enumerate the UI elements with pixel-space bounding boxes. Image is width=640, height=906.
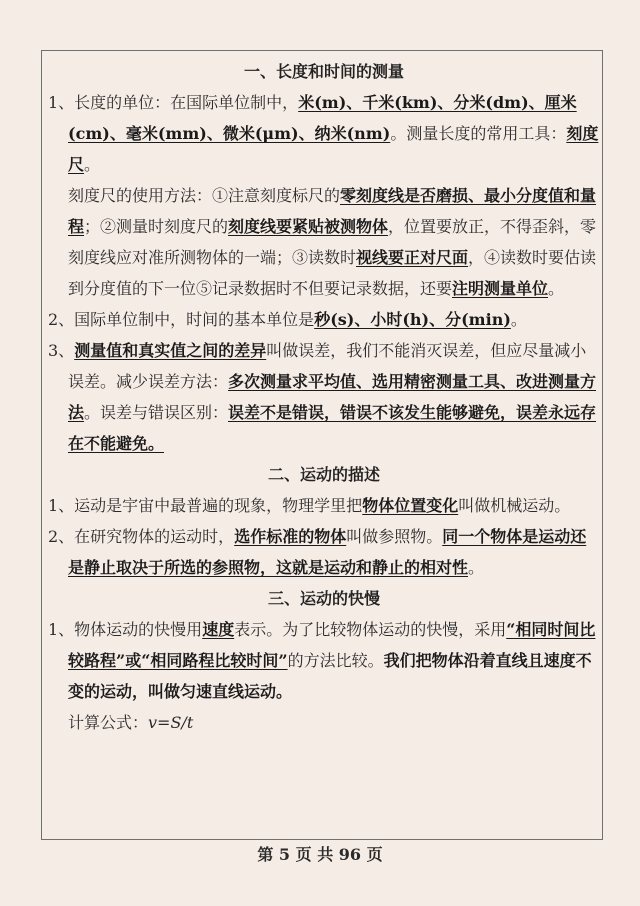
underlined-key-term: 误差不是错误，错误不该发生能够避免，误差永远存在不能避免。 — [68, 403, 597, 453]
text-run: 的方法比较。 — [287, 651, 384, 670]
underlined-key-term: 零刻度线是否磨损、最小分度值和量程 — [68, 186, 597, 236]
text-run: 。 — [548, 279, 565, 298]
text-run: 1、长度的单位：在国际单位制中， — [48, 93, 299, 112]
paragraph — [48, 87, 600, 180]
text-run: 刻度尺的使用方法：①注意刻度标尺的 — [68, 186, 341, 205]
underlined-key-term: 米(m)、千米(km)、分米(dm)、厘米(cm)、毫米(mm)、微米(μm)、纳米(nm) — [68, 93, 577, 143]
paragraph — [48, 521, 600, 583]
paragraph — [48, 614, 600, 707]
underlined-key-term: 速度 — [202, 620, 235, 639]
text-run: 叫做误差，我们不能消灭误差，但应尽量减小误差。减少误差方法： — [68, 341, 587, 391]
text-run: v=S/t — [148, 713, 194, 732]
underlined-key-term: 物体位置变化 — [362, 496, 459, 515]
section-heading: 二、运动的描述 — [267, 465, 380, 484]
page-footer: 第 5 页 共 96 页 — [257, 845, 383, 864]
underlined-key-term: 测量值和真实值之间的差异 — [74, 341, 267, 360]
section-heading: 一、长度和时间的测量 — [243, 62, 404, 81]
paragraph — [48, 335, 600, 459]
text-run: ；②测量时刻度尺的 — [84, 217, 229, 236]
underlined-key-term: 刻度尺 — [68, 124, 599, 174]
text-run: 计算公式： — [68, 713, 149, 732]
section-heading: 三、运动的快慢 — [267, 589, 380, 608]
underlined-key-term: 选作标准的物体 — [234, 527, 347, 546]
text-run: 3、 — [48, 341, 75, 360]
text-run: 2、在研究物体的运动时， — [48, 527, 235, 546]
text-run: 。 — [468, 558, 485, 577]
formula-line — [48, 707, 600, 738]
underlined-key-term: “相同时间比较路程”或“相同路程比较时间” — [68, 620, 596, 670]
text-run: 。 — [510, 310, 527, 329]
text-run: ，位置要放正，不得歪斜，零刻度线应对准所测物体的一端；③读数时 — [68, 217, 597, 267]
paragraph — [48, 490, 600, 521]
underlined-key-term: 注明测量单位 — [452, 279, 549, 298]
text-run: 叫做参照物。 — [346, 527, 443, 546]
underlined-key-term: 同一个物体是运动还是静止取决于所选的参照物，这就是运动和静止的相对性 — [68, 527, 587, 577]
paragraph — [48, 304, 600, 335]
text-run: 。误差与错误区别： — [84, 403, 229, 422]
text-run: ，④读数时要估读到分度值的下一位⑤记录数据时不但要记录数据，还要 — [68, 248, 597, 298]
bold-text: 我们把物体沿着直线且速度不变的运动，叫做匀速直线运动。 — [68, 651, 592, 701]
underlined-key-term: 多次测量求平均值、选用精密测量工具、改进测量方法 — [68, 372, 597, 422]
text-run: 。测量长度的常用工具： — [390, 124, 567, 143]
text-run: 叫做机械运动。 — [458, 496, 571, 515]
text-run: 1、运动是宇宙中最普遍的现象，物理学里把 — [48, 496, 363, 515]
text-run: 。 — [84, 155, 101, 174]
underlined-key-term: 视线要正对尺面 — [356, 248, 469, 267]
document-body — [48, 56, 600, 738]
underlined-key-term: 刻度线要紧贴被测物体 — [228, 217, 389, 236]
text-run: 1、物体运动的快慢用 — [48, 620, 203, 639]
text-run: 2、国际单位制中，时间的基本单位是 — [48, 310, 315, 329]
underlined-key-term: 秒(s)、小时(h)、分(min) — [314, 310, 511, 329]
text-run: 表示。为了比较物体运动的快慢，采用 — [234, 620, 507, 639]
paragraph — [48, 180, 600, 304]
